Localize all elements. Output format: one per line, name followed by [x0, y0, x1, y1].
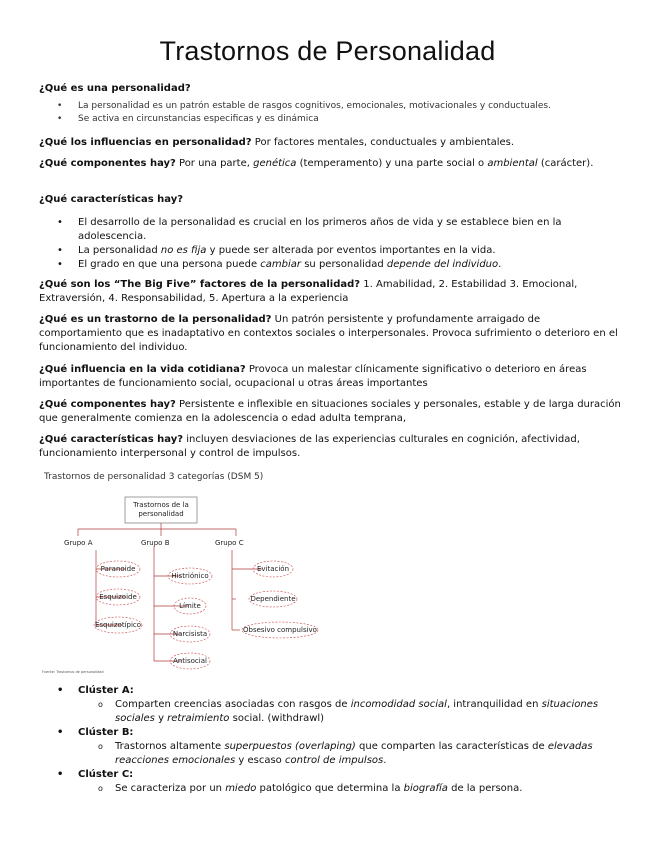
answer-emphasis: genética: [253, 158, 297, 169]
list-item: • El desarrollo de la personalidad es crucial en los primeros años de vida y se establece bien en la adolescencia.: [39, 216, 624, 244]
desc-text: de la persona.: [451, 783, 523, 794]
group-b-item: Antisocial: [173, 657, 207, 665]
desc-text: Comparten creencias asociadas con rasgos de: [115, 699, 348, 710]
desc-text: , intranquilidad en: [446, 699, 539, 710]
section-components: [39, 157, 624, 171]
question: ¿Qué características hay?: [39, 194, 184, 205]
question: ¿Qué son los “The Big Five” factores de la personalidad?: [39, 279, 361, 290]
answer-text: (carácter).: [540, 158, 594, 169]
page-title: Trastornos de Personalidad: [159, 36, 496, 66]
question: ¿Qué es un trastorno de la personalidad?: [39, 314, 272, 325]
root-label-line1: Trastornos de la: [133, 501, 189, 509]
question: ¿Qué componentes hay?: [39, 158, 176, 169]
item-text: .: [498, 259, 502, 270]
desc-text: que comparten las características de: [359, 741, 545, 752]
group-b-item: Límite: [179, 602, 201, 610]
desc-text: Se caracteriza por un: [115, 783, 222, 794]
question: ¿Qué componentes hay?: [39, 399, 176, 410]
question: ¿Qué características hay?: [39, 434, 184, 445]
answer: 1. Amabilidad, 2. Estabilidad 3. Emocional, Extraversión, 4. Responsabilidad, 5. Apertura a la experiencia: [39, 279, 578, 304]
desc-emphasis: superpuestos (overlaping): [224, 741, 356, 752]
cluster-label: Clúster B:: [78, 727, 134, 738]
desc-text: y: [158, 713, 164, 724]
item-text: La personalidad: [78, 245, 158, 256]
answer: Por factores mentales, conductuales y ambientales.: [254, 137, 515, 148]
answer: Persistente e inflexible en situaciones sociales y personales, estable y de larga duración que generalmente comienza en la adolescencia o edad adulta temprana,: [39, 399, 621, 424]
question: ¿Qué los influencias en personalidad?: [39, 137, 252, 148]
question: ¿Qué es una personalidad?: [39, 83, 191, 94]
answer: incluyen desviaciones de las experiencias culturales en cognición, afectividad, funcionamiento interpersonal y control de impulsos.: [39, 434, 580, 459]
group-a-label: Grupo A: [64, 539, 93, 547]
item-text: su personalidad: [304, 259, 384, 270]
group-a-item: Paranoide: [100, 565, 136, 573]
group-a-item: Esquizoide: [99, 593, 137, 601]
list-item: [39, 258, 624, 272]
section-characteristics: [39, 193, 624, 272]
cluster-c: [52, 768, 612, 782]
desc-emphasis: control de impulsos: [284, 755, 384, 766]
desc-emphasis: retraimiento: [167, 713, 230, 724]
cluster-a: [52, 684, 612, 698]
item-text: El grado en que una persona puede: [78, 259, 258, 270]
figure-caption: Trastornos de personalidad 3 categorías (DSM 5): [44, 472, 264, 482]
answer-text: Por una parte,: [179, 158, 250, 169]
desc-text: y escaso: [238, 755, 282, 766]
answer-text: (temperamento) y una parte social o: [299, 158, 485, 169]
cluster-list: [52, 684, 612, 796]
desc-text: patológico que determina la: [259, 783, 401, 794]
list-item: [39, 244, 624, 258]
item-emphasis: depende del individuo: [386, 259, 499, 270]
desc-emphasis: elevadas reacciones emocionales: [115, 741, 593, 766]
dsm-category-diagram: [40, 484, 330, 676]
section-big-five: [39, 278, 624, 306]
cluster-a-description: [52, 698, 612, 726]
section-daily-life: [39, 363, 624, 391]
desc-text: Trastornos altamente: [115, 741, 222, 752]
answer-emphasis: ambiental: [487, 158, 538, 169]
item-emphasis: cambiar: [260, 259, 302, 270]
answer: Provoca un malestar clínicamente significativo o deterioro en áreas importantes de funcionamiento social, ocupacional u otras áreas importantes: [39, 364, 587, 389]
item-text: y puede ser alterada por eventos importantes en la vida.: [209, 245, 496, 256]
section-disorder-characteristics: [39, 433, 624, 461]
group-c-label: Grupo C: [215, 539, 244, 547]
group-b-label: Grupo B: [141, 539, 170, 547]
desc-emphasis: biografía: [403, 783, 448, 794]
root-label-line2: personalidad: [138, 510, 184, 518]
bullet-list: [39, 100, 624, 126]
desc-text: .: [383, 755, 387, 766]
section-disorder-components: [39, 398, 624, 426]
group-a-item: Esquizotípico: [94, 621, 142, 629]
group-b-item: Histriónico: [171, 572, 209, 580]
figure-footnote: Fuente: Trastornos de personalidad: [42, 670, 104, 674]
group-c-item: Dependiente: [250, 595, 296, 603]
group-c-item: Evitación: [256, 565, 290, 573]
cluster-b-description: [52, 740, 612, 768]
cluster-c-description: [52, 782, 612, 796]
section-personality: [39, 82, 624, 126]
section-influences: [39, 136, 624, 150]
bullet-list: [39, 216, 624, 272]
desc-emphasis: situaciones sociales: [115, 699, 599, 724]
section-disorder: [39, 313, 624, 355]
desc-emphasis: incomodidad social: [350, 699, 447, 710]
group-b-item: Narcisista: [172, 630, 208, 638]
desc-emphasis: miedo: [225, 783, 257, 794]
question: ¿Qué influencia en la vida cotidiana?: [39, 364, 246, 375]
group-c-item: Obsesivo compulsivo: [243, 626, 317, 634]
cluster-label: Clúster A:: [78, 685, 134, 696]
desc-text: social. (withdrawl): [232, 713, 325, 724]
cluster-label: Clúster C:: [78, 769, 134, 780]
item-emphasis: no es fija: [160, 245, 207, 256]
cluster-b: [52, 726, 612, 740]
answer: Un patrón persistente y profundamente arraigado de comportamiento que es inadaptativo en contextos sociales o interpersonales. Provoca sufrimiento o deterioro en el funcionamiento del individuo.: [39, 314, 618, 353]
list-item: • La personalidad es un patrón estable de rasgos cognitivos, emocionales, motivacionales y conductuales.: [39, 100, 624, 113]
list-item: • Se activa en circunstancias especificas y es dinámica: [39, 113, 624, 126]
